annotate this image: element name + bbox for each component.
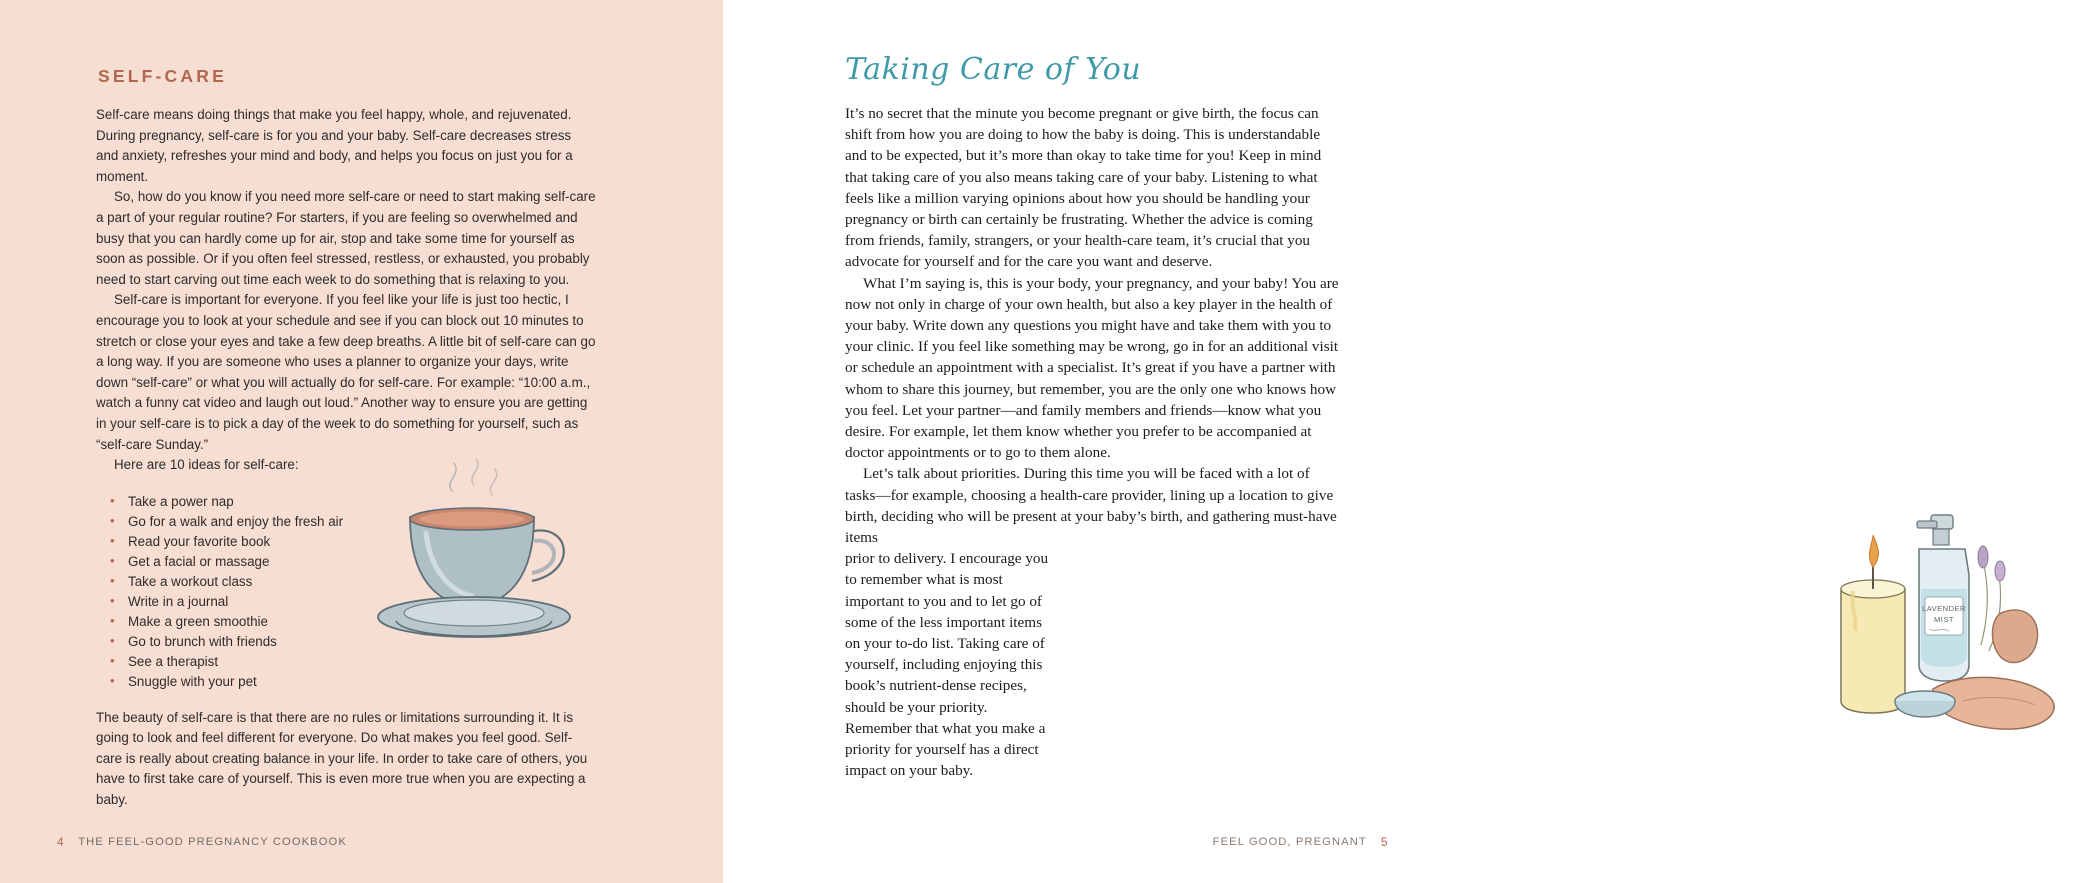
right-page xyxy=(723,0,1966,883)
svg-text:LAVENDER: LAVENDER xyxy=(1922,604,1966,613)
list-item: • Go for a walk and enjoy the fresh air xyxy=(96,512,596,532)
left-page-footer xyxy=(57,835,347,849)
left-body-text xyxy=(96,105,596,476)
left-closing-text xyxy=(96,708,596,811)
paragraph-2: What I’m saying is, this is your body, your pregnancy, and your baby! You are now not only in charge of your own health, but also a key player in the health of your baby. Write down any questions you might have and take them with you to your clinic. If you feel like something may be wrong, go in for an additional visit or schedule an appointment with a specialist. It’s great if you have a partner with whom to share this journey, but remember, you are the only one who knows how you feel. Let your partner—and family members and friends—know what you desire. For example, let them know whether you prefer to be accompanied at doctor appointments or to go to them alone. xyxy=(845,274,1339,462)
paragraph-4: Here are 10 ideas for self-care: xyxy=(114,457,299,473)
list-item: • Make a green smoothie xyxy=(96,612,596,632)
list-item: • Read your favorite book xyxy=(96,532,596,552)
paragraph-1: It’s no secret that the minute you become pregnant or give birth, the focus can shift from how you are doing to how the baby is doing. This is understandable and to be expected, but it’s more than okay to take time for you! Keep in mind that taking care of you also means taking care of your baby. Listening to what feels like a million varying opinions about how you should be handling your pregnancy or birth can certainly be frustrating. Whether the advice is coming from friends, family, strangers, or your health-care team, it’s crucial that you advocate for yourself and for the care you want and deserve. xyxy=(845,105,1322,271)
list-item: • Write in a journal xyxy=(96,592,596,612)
list-item: • Take a workout class xyxy=(96,572,596,592)
page-title: Taking Care of You xyxy=(845,52,1142,87)
svg-text:MIST: MIST xyxy=(1934,615,1954,624)
list-item: • Take a power nap xyxy=(96,492,596,512)
right-page-footer xyxy=(1213,835,1388,849)
paragraph-3: Let’s talk about priorities. During this time you will be faced with a lot of tasks—for example, choosing a health-care provider, lining up a location to give birth, deciding who will be present at your baby’s birth, and gathering must-have items xyxy=(845,465,1337,547)
paragraph-3: Self-care is important for everyone. If you feel like your life is just too hectic, I encourage you to look at your schedule and see if you can block out 10 minutes to stretch or close your eyes and take a few deep breaths. A little bit of self-care can go a long way. If you are someone who uses a planner to organize your days, write down “self-care” or what you will actually do for self-care. For example: “10:00 a.m., watch a funny cat video and laugh out loud.” Another way to ensure you are getting in your self-care is to pick a day of the week to do something for yourself, such as “self-care Sunday.” xyxy=(96,292,596,452)
left-page xyxy=(0,0,723,883)
list-item: • Snuggle with your pet xyxy=(96,672,596,692)
list-item: • Go to brunch with friends xyxy=(96,632,596,652)
section-title: SELF-CARE xyxy=(98,66,227,86)
candle-and-spray-bottle-illustration xyxy=(1813,505,2078,740)
list-item: • See a therapist xyxy=(96,652,596,672)
running-head: THE FEEL-GOOD PREGNANCY COOKBOOK xyxy=(78,836,347,848)
closing-paragraph: The beauty of self-care is that there are no rules or limitations surrounding it. It is going to look and feel different for everyone. Do what makes you feel good. Self-care is really about creating balance in your life. In order to take care of others, you have to first take care of yourself. This is even more true when you are expecting a baby. xyxy=(96,709,588,808)
paragraph-2: So, how do you know if you need more self-care or need to start making self-care a part of your regular routine? For starters, if you are feeling so overwhelmed and busy that you can hardly come up for air, stop and take some time for yourself as soon as possible. Or if you often feel stressed, restless, or exhausted, you probably need to start carving out time each week to do something that is relaxing to you. xyxy=(96,189,596,287)
right-page-content xyxy=(845,52,1343,782)
page-number: 5 xyxy=(1380,835,1388,849)
teacup-illustration xyxy=(382,455,612,675)
left-page-content xyxy=(96,66,596,811)
paragraph-1: Self-care means doing things that make you feel happy, whole, and rejuvenated. During pregnancy, self-care is for you and your baby. Self-care decreases stress and anxiety, refreshes your mind and body, and helps you focus on just you for a moment. xyxy=(96,107,573,184)
right-body-text xyxy=(845,103,1343,782)
list-item: • Get a facial or massage xyxy=(96,552,596,572)
paragraph-4: prior to delivery. I encourage you to remember what is most important to you and to let go of some of the less important items on your to-do list. Taking care of yourself, including enjoying this book’s nutrient-dense recipes, should be your priority. Remember that what you make a priority for yourself has a direct impact on your baby. xyxy=(845,550,1049,780)
running-head: FEEL GOOD, PREGNANT xyxy=(1212,836,1367,848)
page-number: 4 xyxy=(57,835,65,849)
